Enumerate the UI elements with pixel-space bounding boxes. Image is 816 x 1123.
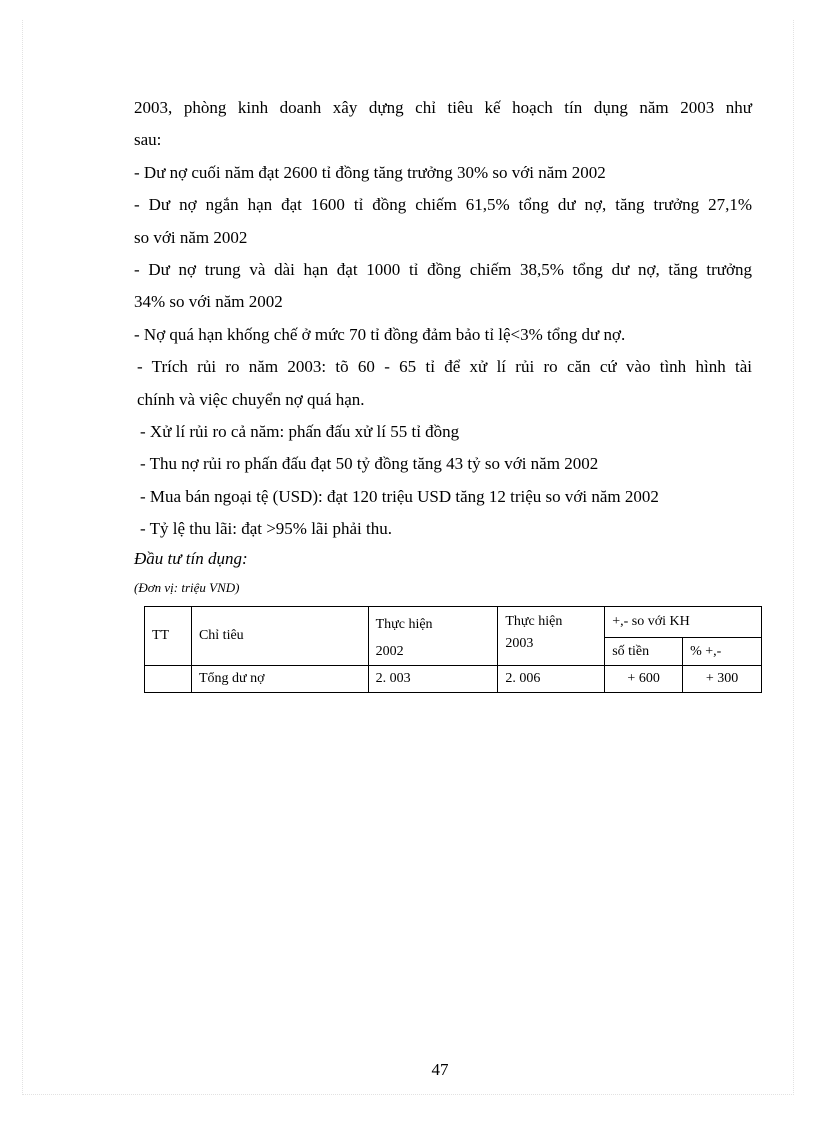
cell-th-2002: 2. 003 (368, 666, 498, 693)
bullet-item: - Nợ quá hạn khống chế ở mức 70 tỉ đồng đảm bảo tỉ lệ<3% tổng dư nợ. (134, 324, 626, 344)
bullet-item-continuation: so với năm 2002 (134, 227, 248, 247)
header-thuc-hien-2002-line2: 2002 (375, 644, 404, 659)
unit-note: (Đơn vị: triệu VND) (134, 579, 240, 595)
cell-tt (145, 666, 192, 693)
table-header-row (145, 607, 762, 638)
bullet-item: - Mua bán ngoại tệ (USD): đạt 120 triệu USD tăng 12 triệu so với năm 2002 (140, 486, 659, 506)
bullet-item: - Dư nợ trung và dài hạn đạt 1000 tỉ đồng chiếm 38,5% tổng dư nợ, tăng trưởng (134, 260, 752, 280)
header-so-tien: số tiền (605, 638, 683, 666)
cell-so-tien: + 600 (605, 666, 683, 693)
header-so-voi-kh: +,- so với KH (605, 607, 762, 638)
paragraph-line: 2003, phòng kinh doanh xây dựng chỉ tiêu kế hoạch tín dụng năm 2003 như (134, 98, 752, 117)
bullet-item: - Dư nợ cuối năm đạt 2600 tỉ đồng tăng trưởng 30% so với năm 2002 (134, 162, 606, 182)
credit-table (144, 606, 762, 693)
header-tt: TT (145, 607, 192, 666)
header-thuc-hien-2002 (368, 607, 498, 666)
bullet-item-continuation: chính và việc chuyển nợ quá hạn. (137, 389, 365, 409)
bullet-item: - Thu nợ rủi ro phấn đấu đạt 50 tỷ đồng tăng 43 tỷ so với năm 2002 (140, 454, 599, 474)
header-thuc-hien-2002-line1: Thực hiện (375, 617, 433, 632)
bullet-item: - Dư nợ ngắn hạn đạt 1600 tỉ đồng chiếm 61,5% tổng dư nợ, tăng trưởng 27,1% (134, 195, 752, 215)
table-row (145, 666, 762, 693)
cell-percent: + 300 (683, 666, 762, 693)
bullet-item: - Tỷ lệ thu lãi: đạt >95% lãi phải thu. (140, 519, 392, 539)
header-chi-tieu: Chỉ tiêu (191, 607, 368, 666)
cell-th-2003: 2. 006 (498, 666, 605, 693)
section-title: Đầu tư tín dụng: (134, 548, 248, 568)
bullet-item-continuation: 34% so với năm 2002 (134, 292, 283, 312)
header-percent: % +,- (683, 638, 762, 666)
header-thuc-hien-2003 (498, 607, 605, 666)
cell-chi-tieu: Tổng dư nợ (191, 666, 368, 693)
page-number: 47 (431, 1060, 449, 1079)
paragraph-line: sau: (134, 130, 162, 150)
document-body (134, 92, 752, 598)
header-thuc-hien-2003-line2: 2003 (505, 636, 534, 651)
bullet-item: - Xử lí rủi ro cả năm: phấn đấu xử lí 55 tỉ đồng (140, 422, 460, 442)
header-thuc-hien-2003-line1: Thực hiện (505, 614, 563, 629)
bullet-item: - Trích rủi ro năm 2003: tõ 60 - 65 tỉ để xử lí rủi ro căn cứ vào tình hình tài (137, 357, 752, 377)
